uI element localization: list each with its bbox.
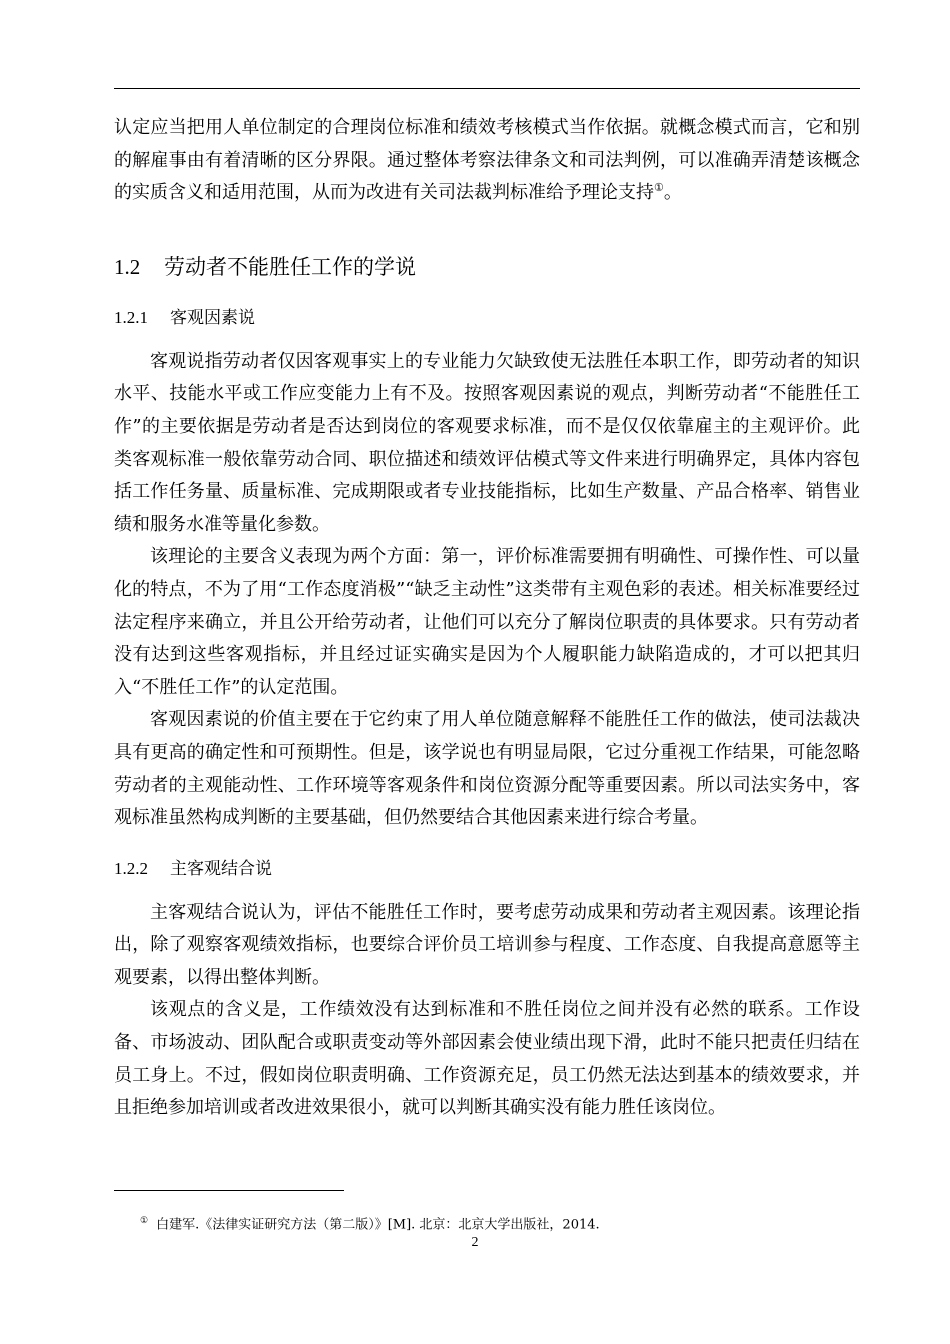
section-title: 劳动者不能胜任工作的学说	[164, 254, 416, 279]
subsection-heading-1	[114, 306, 860, 330]
footnote-mark: ①	[140, 1216, 149, 1226]
footnote-text: 白建军.《法律实证研究方法（第二版）》[M]. 北京：北京大学出版社，2014.	[156, 1217, 600, 1233]
footnote-reference[interactable]: ①	[654, 181, 664, 195]
subsection-heading-2	[114, 857, 860, 881]
subsection-number-1: 1.2.1	[114, 307, 148, 327]
subsection-number-2: 1.2.2	[114, 858, 148, 878]
paragraph: 主客观结合说认为，评估不能胜任工作时，要考虑劳动成果和劳动者主观因素。该理论指出，除了观察客观绩效指标，也要综合评价员工培训参与程度、工作态度、自我提高意愿等主观要素，以得出整体判断。	[114, 901, 860, 988]
intro-text: 认定应当把用人单位制定的合理岗位标准和绩效考核模式当作依据。就概念模式而言，它和别的解雇事由有着清晰的区分界限。通过整体考察法律条文和司法判例，可以准确弄清楚该概念的实质含义和适用范围，从而为改进有关司法裁判标准给予理论支持	[114, 117, 860, 204]
intro-tail: 。	[663, 182, 682, 204]
subsection-title-2: 主客观结合说	[170, 858, 272, 879]
footnote	[140, 1212, 600, 1234]
footnote-rule	[114, 1190, 344, 1191]
subsection-title-1: 客观因素说	[170, 307, 255, 328]
paragraph: 该理论的主要含义表现为两个方面：第一，评价标准需要拥有明确性、可操作性、可以量化的特点，不为了用“工作态度消极”“缺乏主动性”这类带有主观色彩的表述。相关标准要经过法定程序来确立，并且公开给劳动者，让他们可以充分了解岗位职责的具体要求。只有劳动者没有达到这些客观指标，并且经过证实确实是因为个人履职能力缺陷造成的，才可以把其归入“不胜任工作”的认定范围。	[114, 546, 860, 698]
paragraph: 客观因素说的价值主要在于它约束了用人单位随意解释不能胜任工作的做法，使司法裁决具有更高的确定性和可预期性。但是，该学说也有明显局限，它过分重视工作结果，可能忽略劳动者的主观能动性、工作环境等客观条件和岗位资源分配等重要因素。所以司法实务中，客观标准虽然构成判断的主要基础，但仍然要结合其他因素来进行综合考量。	[114, 709, 860, 829]
intro-paragraph	[114, 112, 860, 210]
section-heading	[114, 252, 860, 282]
header-rule	[114, 88, 860, 89]
page-number: 2	[471, 1235, 479, 1250]
page-body	[114, 112, 860, 1125]
section-number: 1.2	[114, 254, 141, 279]
paragraph: 客观说指劳动者仅因客观事实上的专业能力欠缺致使无法胜任本职工作，即劳动者的知识水平、技能水平或工作应变能力上有不及。按照客观因素说的观点，判断劳动者“不能胜任工作”的主要依据是劳动者是否达到岗位的客观要求标准，而不是仅仅依靠雇主的主观评价。此类客观标准一般依靠劳动合同、职位描述和绩效评估模式等文件来进行明确界定，具体内容包括工作任务量、质量标准、完成期限或者专业技能指标，比如生产数量、产品合格率、销售业绩和服务水准等量化参数。	[114, 350, 860, 535]
paragraph: 该观点的含义是，工作绩效没有达到标准和不胜任岗位之间并没有必然的联系。工作设备、市场波动、团队配合或职责变动等外部因素会使业绩出现下滑，此时不能只把责任归结在员工身上。不过，假如岗位职责明确、工作资源充足，员工仍然无法达到基本的绩效要求，并且拒绝参加培训或者改进效果很小，就可以判断其确实没有能力胜任该岗位。	[114, 999, 860, 1119]
